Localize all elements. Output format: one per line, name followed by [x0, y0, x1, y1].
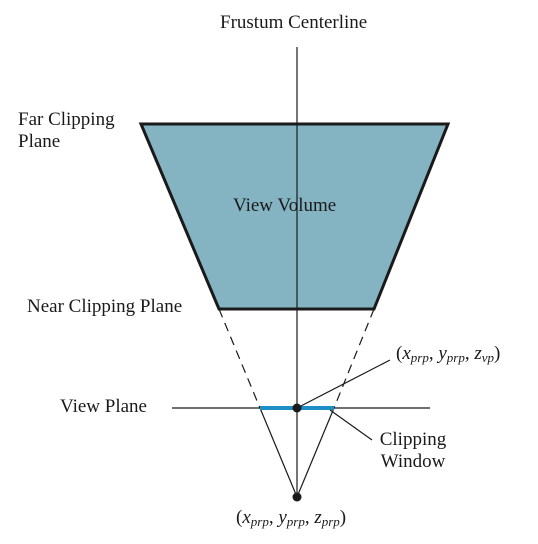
frustum-edge-left-solid	[260, 408, 297, 497]
view-plane-point-leader	[297, 360, 390, 408]
prp-close: )	[339, 507, 347, 528]
far-clipping-plane-label	[18, 109, 115, 153]
vpp-open: (	[396, 343, 403, 364]
view-plane-point-coordinates	[396, 343, 500, 369]
prp-x-sub: prp	[250, 514, 269, 529]
prp-sep1: ,	[268, 507, 279, 528]
vpp-y: y	[438, 343, 447, 364]
near-clipping-plane-label: Near Clipping Plane	[27, 296, 183, 317]
frustum-centerline-label: Frustum Centerline	[220, 12, 368, 33]
frustum-edge-right-dashed	[334, 309, 374, 408]
clipping-window-label-line2: Window	[380, 451, 446, 472]
vpp-sep1: ,	[428, 343, 439, 364]
prp-open: (	[236, 507, 243, 528]
clipping-window-label	[370, 429, 456, 473]
projection-ref-point-coordinates	[236, 507, 346, 533]
vpp-z-sub: vp	[481, 350, 495, 365]
projection-ref-point-dot	[293, 493, 302, 502]
view-plane-label: View Plane	[60, 396, 147, 417]
clipping-window-label-line1: Clipping	[379, 429, 447, 450]
frustum-edge-left-dashed	[219, 309, 260, 408]
vpp-sep2: ,	[464, 343, 475, 364]
clipping-window-leader	[330, 410, 372, 440]
vpp-x: x	[402, 343, 411, 364]
vpp-z: z	[474, 343, 482, 364]
far-clipping-plane-label-line2: Plane	[18, 131, 61, 152]
prp-x: x	[242, 507, 251, 528]
vpp-y-sub: prp	[446, 350, 465, 365]
far-clipping-plane-label-line1: Far Clipping	[18, 109, 115, 130]
prp-sep2: ,	[304, 507, 315, 528]
view-plane-point-dot	[293, 404, 302, 413]
prp-y: y	[278, 507, 287, 528]
prp-y-sub: prp	[286, 514, 305, 529]
prp-z: z	[314, 507, 322, 528]
prp-z-sub: prp	[321, 514, 340, 529]
view-volume-label: View Volume	[233, 195, 337, 216]
vpp-close: )	[494, 343, 501, 364]
frustum-edge-right-solid	[297, 408, 334, 497]
vpp-x-sub: prp	[410, 350, 429, 365]
